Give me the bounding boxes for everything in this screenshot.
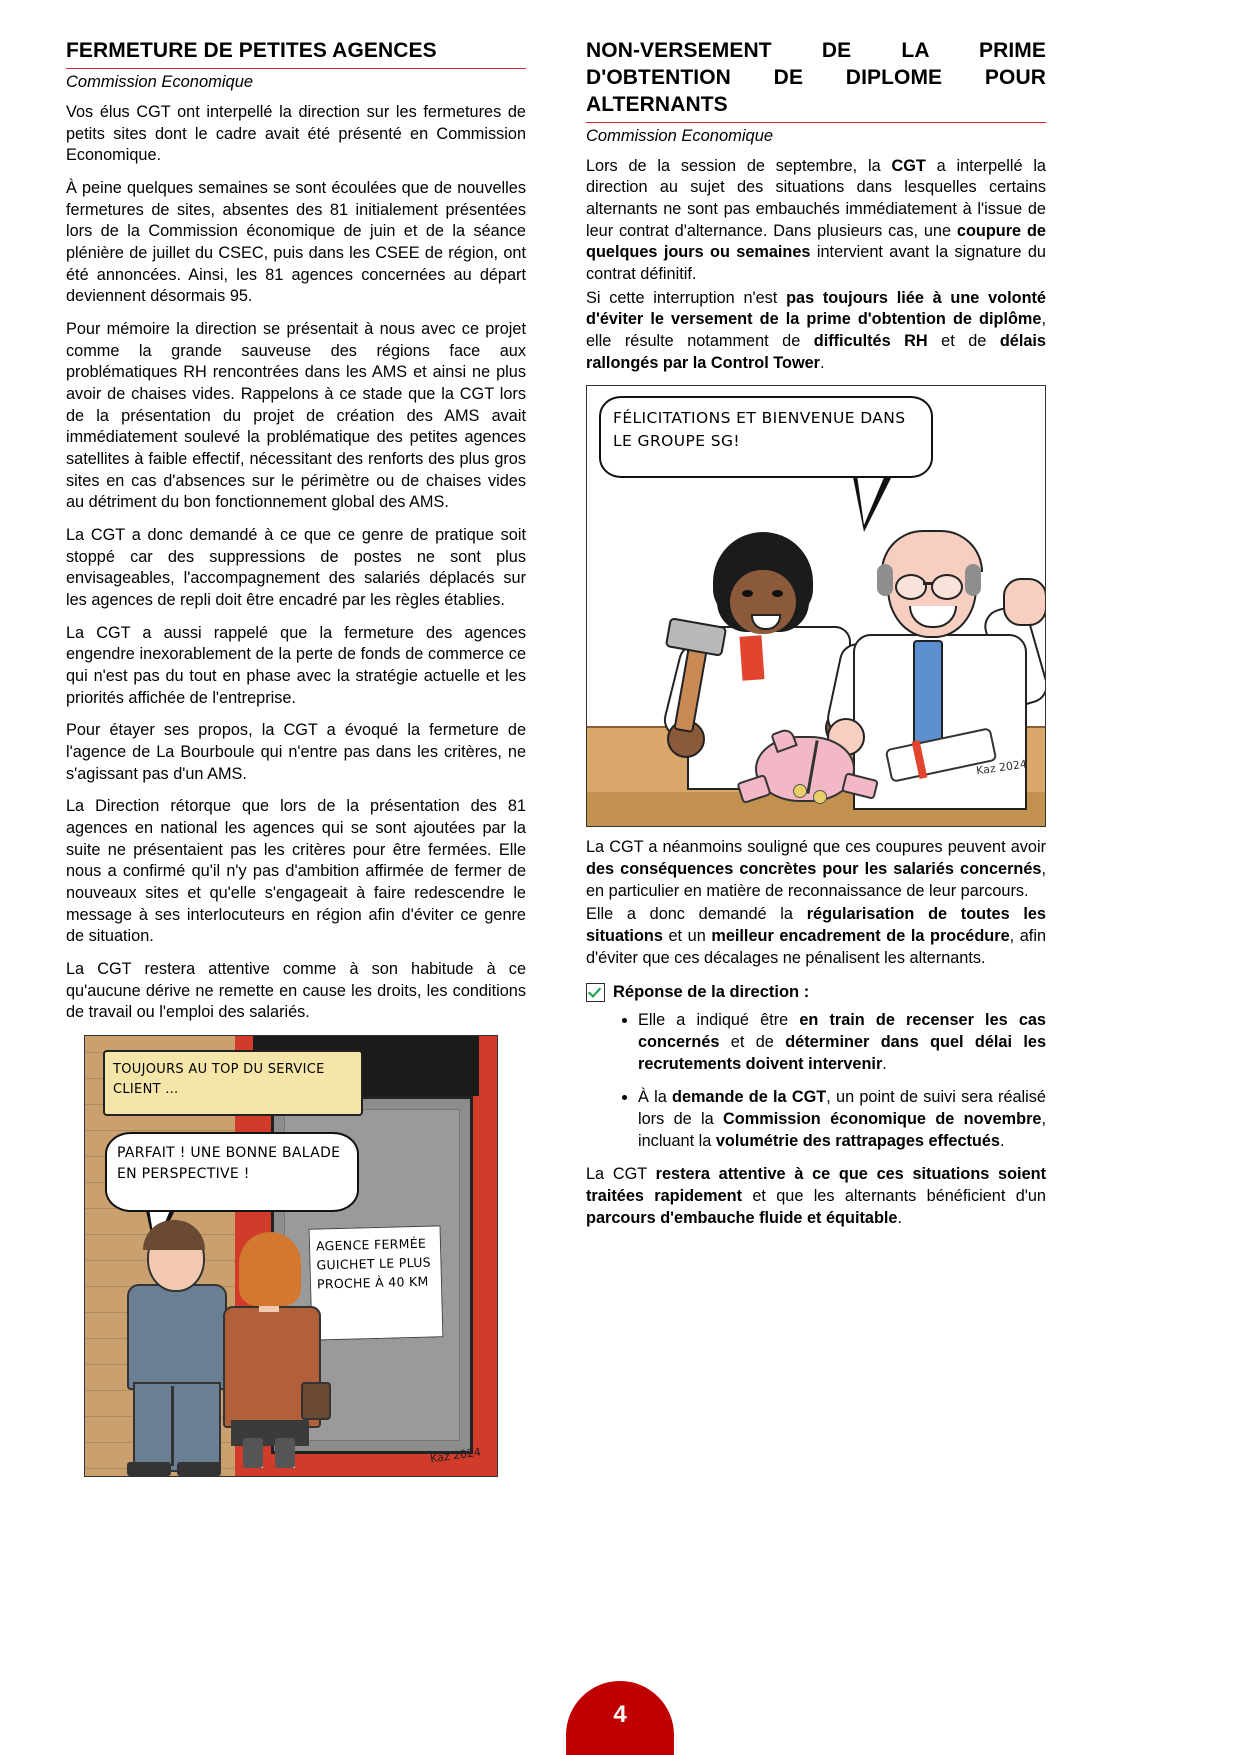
left-paragraph-7: La Direction rétorque que lors de la présentation des 81 agences en national les agences qui se sont ajoutées par la suite ne présentaient pas les critères pour être fermées. Elle nous a confirmé qu'il n'y pas d'ambition affirmée de fermer de nouveaux sites et qu'elle s'engageait à faire redescendre le message à ses interlocuteurs en région afin d'éviter ce genre de situation. — [66, 797, 526, 946]
left-section-subtitle: Commission Economique — [66, 72, 254, 91]
cartoon1-man-hand-right — [1003, 578, 1046, 626]
direction-response-heading — [586, 983, 1046, 1002]
cartoon1-piggy-crack — [806, 741, 818, 795]
emphasis-run-3: coupure de quelques jours ou semaines — [586, 221, 1046, 262]
text-run-2: et que les alternants bénéficient d'un — [742, 1187, 1046, 1206]
emphasis-run-1: des conséquences concrètes pour les salariés concernés — [586, 860, 1042, 879]
cartoon-felicitations — [586, 385, 1046, 827]
emphasis-run-1: demande de la CGT — [672, 1088, 827, 1107]
text-run-2: , en particulier en matière de reconnaissance de leur parcours. — [586, 860, 1046, 900]
left-paragraph-4: La CGT a donc demandé à ce que ce genre de pratique soit stoppé car des suppressions de postes ne sont plus envisageables, l'accompagnement des salariés déplacés sur les agences de repli doit être encadré par les règles établies. — [66, 525, 526, 609]
cartoon-agence-fermee — [84, 1035, 498, 1477]
cartoon2-woman-hair — [239, 1232, 301, 1306]
text-run-4: , incluant la — [638, 1110, 1047, 1150]
left-column — [66, 38, 526, 1477]
right-paragraph-3 — [586, 837, 1046, 902]
text-run-4: . — [882, 1054, 887, 1073]
emphasis-run-1: CGT — [891, 156, 926, 175]
cartoon2-closed-notice — [309, 1225, 444, 1340]
cartoon2-shop-sign — [103, 1050, 363, 1116]
right-paragraph-2 — [586, 288, 1046, 375]
cartoon2-woman-figure — [213, 1232, 327, 1468]
text-run-2: et un — [662, 927, 712, 946]
text-run-0: La CGT a néanmoins souligné que ces coupures peuvent avoir — [586, 838, 1046, 857]
text-run-4: , afin d'éviter que ces décalages ne pénalisent les alternants. — [586, 927, 1046, 967]
cartoon1-hammer-head — [665, 618, 727, 658]
left-paragraph-2: À peine quelques semaines se sont écoulées que de nouvelles fermetures de sites, absentes des 81 initialement présentées lors de la Commission économique de juin et de la séance plénière de juillet du CSEC, puis dans les CSEE de région, ont été annoncées. Ainsi, les 81 agences concernées au départ deviennent désormais 95. — [66, 178, 526, 306]
left-paragraph-8: La CGT restera attentive comme à son habitude à ce qu'aucune dérive ne remette en cause les droits, les conditions de travail ou l'emploi des salariés. — [66, 960, 526, 1022]
emphasis-run-3: déterminer dans quel délai les recrutements doivent intervenir — [638, 1033, 1046, 1073]
emphasis-run-5: délais rallongés par la Control Tower — [586, 332, 1046, 372]
text-run-0: Si cette interruption n'est — [586, 288, 787, 307]
cartoon2-man-leg-split — [171, 1386, 174, 1466]
direction-response-label: Réponse de la direction : — [613, 983, 810, 1002]
right-section-subtitle: Commission Economique — [586, 126, 774, 145]
right-paragraph-5 — [586, 1164, 1046, 1229]
text-run-6: . — [820, 353, 825, 372]
text-run-4: et de — [927, 332, 1000, 350]
left-paragraph-1: Vos élus CGT ont interpellé la direction sur les fermetures de petits sites dont le cadre avait été présenté en Commission Economique. — [66, 102, 526, 165]
text-run-4: intervient avant la signature du contrat définitif. — [586, 243, 1046, 283]
emphasis-run-3: parcours d'embauche fluide et équitable — [586, 1208, 898, 1227]
text-run-0: Lors de la session de septembre, la — [586, 156, 892, 175]
text-run-0: À la — [638, 1088, 673, 1107]
cartoon2-man-legs — [133, 1382, 221, 1472]
text-run-2: , elle résulte notamment de — [586, 310, 1046, 350]
response-bullet-2 — [638, 1087, 1046, 1152]
emphasis-run-1: restera attentive à ce que ces situations soient traitées rapidement — [586, 1165, 1047, 1206]
cartoon2-sign-text: TOUJOURS AU TOP DU SERVICE CLIENT … — [113, 1062, 325, 1097]
right-column — [586, 38, 1046, 1240]
emphasis-run-1: régularisation de toutes les situations — [586, 905, 1046, 946]
cartoon2-woman-bag — [301, 1382, 331, 1420]
page-number-value: 4 — [613, 1701, 627, 1728]
cartoon1-man-glasses-bridge — [923, 582, 933, 585]
cartoon2-speech-bubble — [105, 1132, 359, 1212]
cartoon2-notice-text: AGENCE FERMÉE GUICHET LE PLUS PROCHE À 40 KM — [315, 1235, 432, 1292]
left-paragraph-3: Pour mémoire la direction se présentait à nous avec ce projet comme la grande sauveuse des régions face aux problématiques RH rencontrées dans les AMS et ainsi ne plus avoir de chaises vides. Rappelons à ce stade que la CGT lors de la présentation du projet de création des AMS avait immédiatement soulevé la problématique des petites agences satellites à faible effectif, nécessitant des renforts des plus gros sites en cas d'absences sur le périmètre ou de chaises vides au détriment du bon fonctionnement global des AMS. — [66, 319, 526, 512]
emphasis-run-5: volumétrie des rattrapages effectués — [715, 1131, 1000, 1150]
emphasis-run-3: difficultés RH — [813, 332, 928, 350]
text-run-2: et de — [719, 1033, 786, 1052]
text-run-4: . — [897, 1208, 903, 1227]
left-body-text — [66, 102, 526, 1024]
cartoon1-man-hair-side-right — [965, 564, 981, 596]
cartoon1-signature: Kaz 2024 — [975, 757, 1028, 778]
emphasis-run-1: pas toujours liée à une volonté d'éviter le versement de la prime d'obtention de diplôme — [586, 288, 1046, 329]
cartoon2-signature: Kaz 2024 — [429, 1445, 482, 1466]
left-section-title: FERMETURE DE PETITES AGENCES — [66, 39, 437, 62]
response-bullet-1 — [638, 1010, 1046, 1075]
page-number-badge — [566, 1681, 674, 1755]
right-paragraph-4 — [586, 904, 1046, 969]
emphasis-run-3: Commission économique de novembre — [723, 1110, 1042, 1129]
right-section-title: NON-VERSEMENT DE LA PRIME D'OBTENTION DE DIPLOME POUR ALTERNANTS — [586, 39, 1046, 116]
title-divider-left — [66, 68, 526, 69]
cartoon1-woman-scarf — [739, 636, 764, 681]
cartoon1-speech-bubble — [599, 396, 933, 478]
text-run-0: La CGT — [586, 1165, 656, 1184]
text-run-0: Elle a donc demandé la — [586, 905, 807, 924]
text-run-6: . — [999, 1131, 1005, 1150]
cartoon2-woman-boot-right — [275, 1438, 295, 1468]
text-run-2: a interpellé la direction au sujet des situations dans lesquelles certains alternants ne sont pas embauchés immédiatement à l'issue de leur contrat d'alternance. Dans plusieurs cas, une — [586, 156, 1046, 240]
cartoon2-woman-boot-left — [243, 1438, 263, 1468]
emphasis-run-1: en train de recenser les cas concernés — [638, 1011, 1046, 1052]
cartoon2-man-torso — [127, 1284, 227, 1390]
cartoon2-man-shoe-left — [127, 1462, 171, 1476]
checkbox-checked-icon — [586, 983, 605, 1002]
text-run-2: , un point de suivi sera réalisé lors de la — [638, 1088, 1046, 1129]
text-run-0: Elle a indiqué être — [638, 1011, 800, 1030]
cartoon2-speech-text: PARFAIT ! UNE BONNE BALADE EN PERSPECTIVE ! — [117, 1145, 341, 1183]
right-paragraph-1 — [586, 156, 1046, 286]
cartoon1-man-hair-side-left — [877, 564, 893, 596]
title-divider-right — [586, 122, 1046, 123]
left-paragraph-6: Pour étayer ses propos, la CGT a évoqué la fermeture de l'agence de La Bourboule qui n'entre pas dans les critères, ne s'agissant pas d'un AMS. — [66, 721, 526, 783]
cartoon1-speech-text: FÉLICITATIONS ET BIENVENUE DANS LE GROUPE SG! — [613, 409, 906, 450]
direction-response-list — [586, 1010, 1046, 1152]
left-paragraph-5: La CGT a aussi rappelé que la fermeture des agences engendre inexorablement de la perte de fonds de commerce ce qui n'est pas du tout en phase avec la stratégie actuelle et les priorités affichée de l'entreprise. — [66, 623, 526, 707]
emphasis-run-3: meilleur encadrement de la procédure — [711, 927, 1010, 946]
